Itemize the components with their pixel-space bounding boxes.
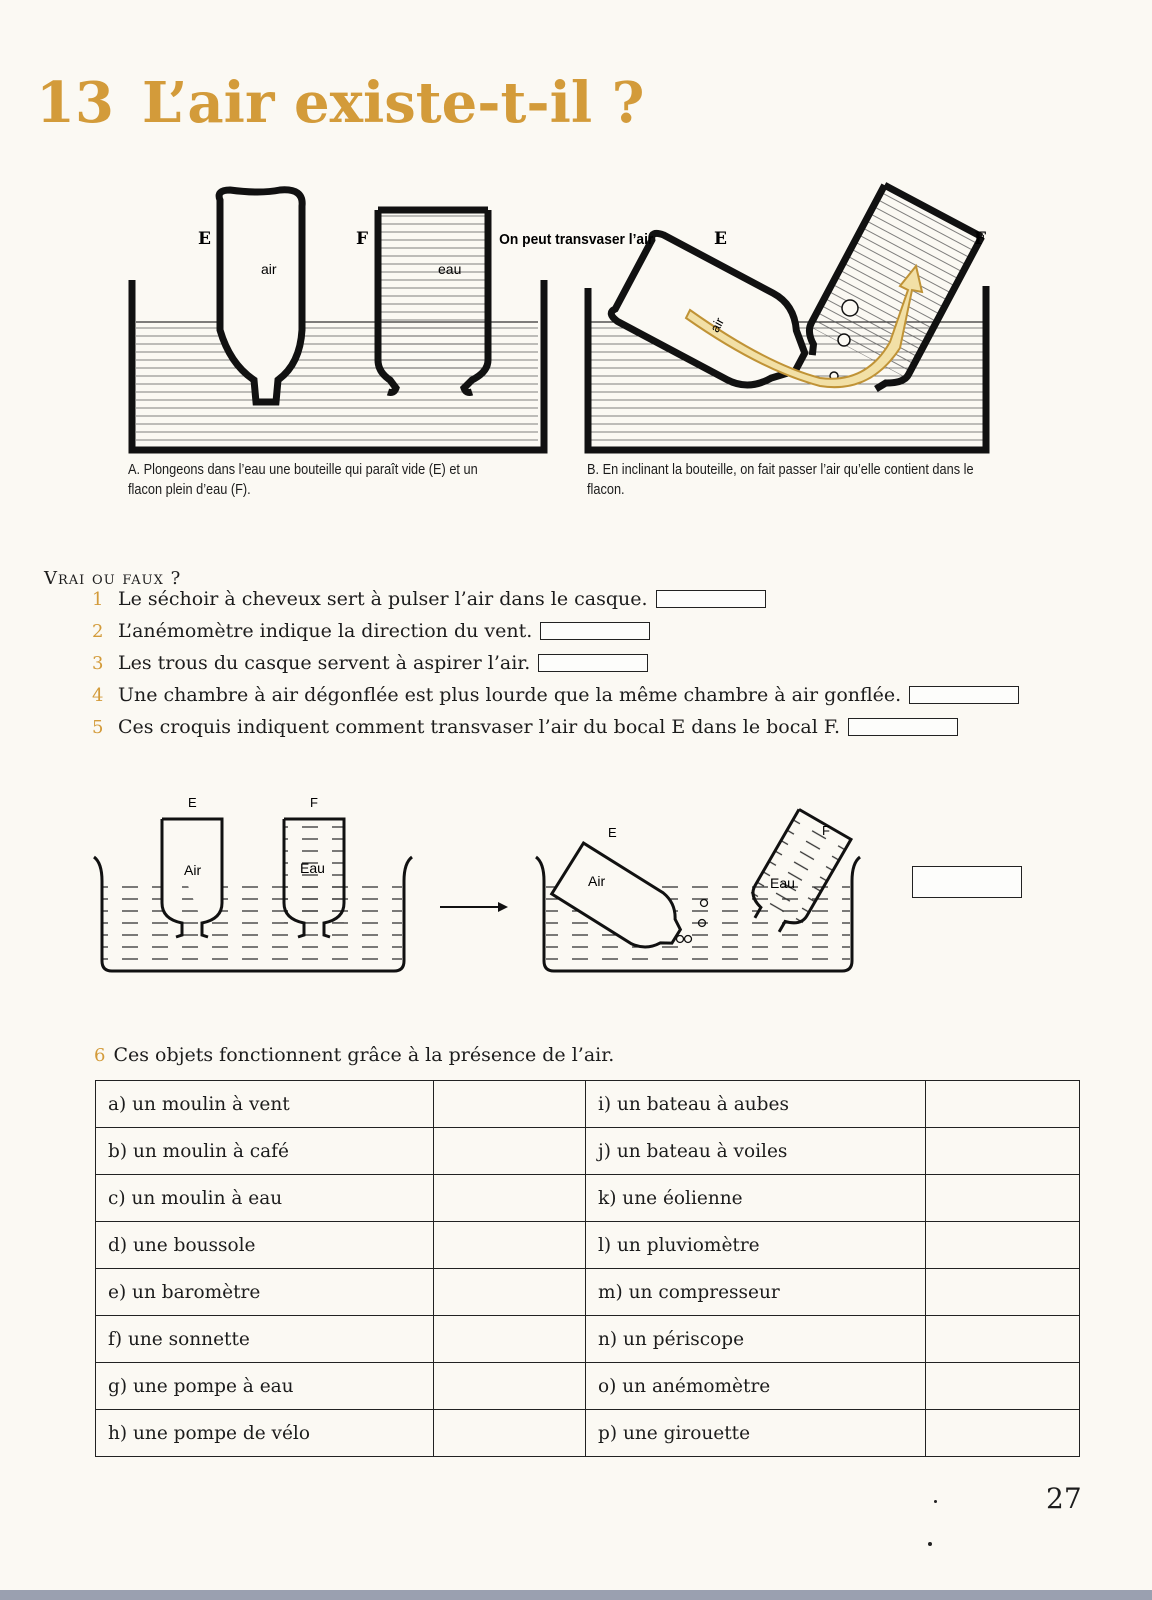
- answer-cell[interactable]: [434, 1175, 586, 1222]
- answer-box-2[interactable]: [540, 622, 650, 640]
- flask-f: [378, 210, 488, 370]
- figure-b: [490, 180, 1000, 460]
- table-row: [96, 1316, 1080, 1363]
- answer-cell[interactable]: [926, 1128, 1080, 1175]
- answer-cell[interactable]: [926, 1316, 1080, 1363]
- question-text: L’anémomètre indique la direction du vent.: [118, 620, 533, 642]
- page-title: [36, 70, 644, 136]
- question-number: 3: [92, 652, 104, 674]
- table-row: [96, 1363, 1080, 1410]
- page-number: 27: [1046, 1482, 1082, 1515]
- label-eau: Eau: [300, 860, 325, 876]
- object-cell: l) un pluviomètre: [586, 1222, 926, 1269]
- question-4: [92, 684, 1019, 706]
- speck: [934, 1500, 937, 1503]
- object-cell: c) un moulin à eau: [96, 1175, 434, 1222]
- chapter-number: 13: [36, 70, 114, 136]
- label-f: F: [822, 823, 830, 838]
- question-text: Les trous du casque servent à aspirer l’air.: [118, 652, 531, 674]
- label-eau: eau: [438, 261, 462, 277]
- answer-box-figure[interactable]: [912, 866, 1022, 898]
- object-cell: j) un bateau à voiles: [586, 1128, 926, 1175]
- object-cell: n) un périscope: [586, 1316, 926, 1363]
- object-cell: g) une pompe à eau: [96, 1363, 434, 1410]
- answer-cell[interactable]: [434, 1222, 586, 1269]
- question-text: Ces objets fonctionnent grâce à la présence de l’air.: [113, 1044, 615, 1066]
- table-row: [96, 1081, 1080, 1128]
- object-cell: d) une boussole: [96, 1222, 434, 1269]
- label-air: air: [707, 315, 728, 335]
- label-e: E: [198, 229, 211, 249]
- answer-box-3[interactable]: [538, 654, 648, 672]
- object-cell: o) un anémomètre: [586, 1363, 926, 1410]
- object-cell: p) une girouette: [586, 1410, 926, 1457]
- question-text: Le séchoir à cheveux sert à pulser l’air dans le casque.: [118, 588, 648, 610]
- question-2: [92, 620, 650, 642]
- label-e: E: [608, 825, 617, 840]
- object-cell: h) une pompe de vélo: [96, 1410, 434, 1457]
- answer-box-4[interactable]: [909, 686, 1019, 704]
- caption-b: B. En inclinant la bouteille, on fait passer l’air qu’elle contient dans le flacon.: [587, 462, 974, 498]
- label-eau: Eau: [770, 875, 795, 891]
- table-row: [96, 1410, 1080, 1457]
- answer-cell[interactable]: [434, 1081, 586, 1128]
- label-air: Air: [588, 873, 606, 889]
- chapter-title: L’air existe-t-il ?: [141, 70, 645, 136]
- question-number: 6: [94, 1045, 106, 1066]
- transfer-heading: On peut transvaser l’air: [499, 231, 654, 249]
- answer-cell[interactable]: [434, 1363, 586, 1410]
- object-cell: b) un moulin à café: [96, 1128, 434, 1175]
- question-number: 1: [92, 588, 104, 610]
- caption-a: A. Plongeons dans l’eau une bouteille qui paraît vide (E) et un flacon plein d’eau (F).: [128, 462, 478, 498]
- question-6: [94, 1044, 614, 1066]
- question-number: 5: [92, 716, 104, 738]
- label-air: air: [261, 261, 277, 277]
- answer-cell[interactable]: [926, 1081, 1080, 1128]
- question-number: 4: [92, 684, 104, 706]
- figure-bottom: [90, 785, 890, 985]
- label-f: F: [356, 229, 369, 249]
- question-3: [92, 652, 648, 674]
- answer-cell[interactable]: [926, 1222, 1080, 1269]
- answer-cell[interactable]: [434, 1316, 586, 1363]
- answer-box-5[interactable]: [848, 718, 958, 736]
- question-text: Ces croquis indiquent comment transvaser l’air du bocal E dans le bocal F.: [118, 716, 841, 738]
- answer-cell[interactable]: [434, 1128, 586, 1175]
- objects-table: [95, 1080, 1080, 1457]
- answer-cell[interactable]: [926, 1269, 1080, 1316]
- question-1: [92, 588, 766, 610]
- question-5: [92, 716, 958, 738]
- answer-cell[interactable]: [434, 1410, 586, 1457]
- table-row: [96, 1128, 1080, 1175]
- object-cell: e) un baromètre: [96, 1269, 434, 1316]
- object-cell: i) un bateau à aubes: [586, 1081, 926, 1128]
- label-e: E: [714, 229, 727, 249]
- object-cell: m) un compresseur: [586, 1269, 926, 1316]
- label-f: F: [310, 795, 318, 810]
- speck: [928, 1542, 932, 1546]
- table-row: [96, 1269, 1080, 1316]
- object-cell: k) une éolienne: [586, 1175, 926, 1222]
- section-heading: Vrai ou faux ?: [44, 568, 182, 589]
- answer-cell[interactable]: [926, 1363, 1080, 1410]
- answer-box-1[interactable]: [656, 590, 766, 608]
- table-row: [96, 1175, 1080, 1222]
- answer-cell[interactable]: [926, 1175, 1080, 1222]
- object-cell: f) une sonnette: [96, 1316, 434, 1363]
- page-edge: [0, 1590, 1152, 1600]
- table-row: [96, 1222, 1080, 1269]
- answer-cell[interactable]: [926, 1410, 1080, 1457]
- object-cell: a) un moulin à vent: [96, 1081, 434, 1128]
- question-text: Une chambre à air dégonflée est plus lourde que la même chambre à air gonflée.: [118, 684, 902, 706]
- answer-cell[interactable]: [434, 1269, 586, 1316]
- question-number: 2: [92, 620, 104, 642]
- label-f: F: [974, 229, 987, 249]
- label-air: Air: [184, 862, 202, 878]
- label-e: E: [188, 795, 197, 810]
